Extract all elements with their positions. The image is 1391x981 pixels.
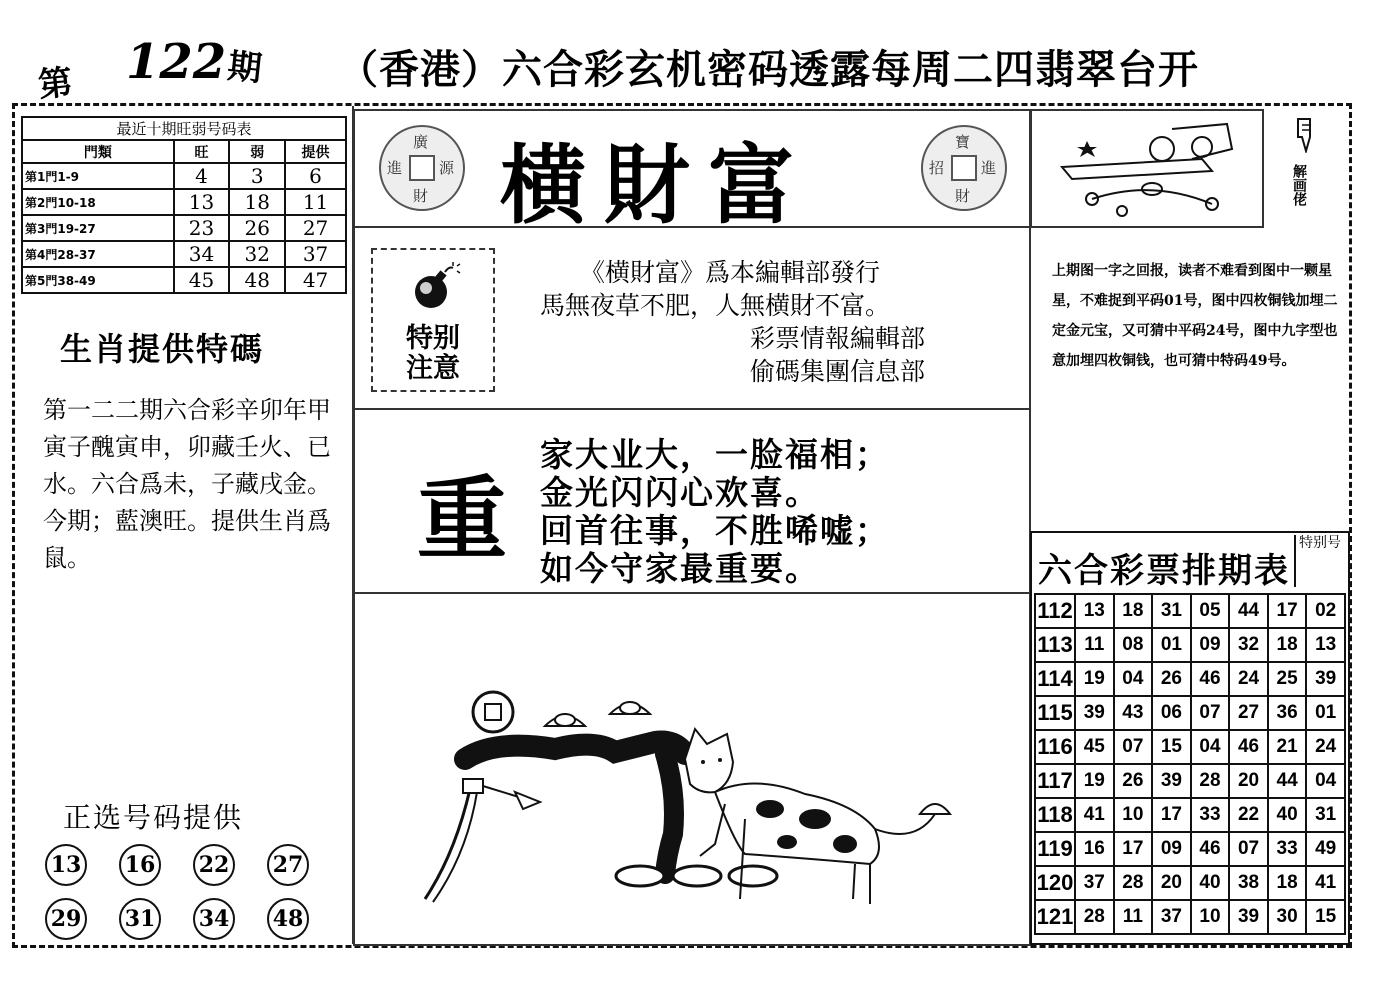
schedule-row [1035,900,1345,934]
draw-number: 37 [1152,900,1191,934]
coin-left-icon [379,125,465,211]
draw-number: 17 [1152,798,1191,832]
schedule-row [1035,798,1345,832]
page-title: （香港）六合彩玄机密码透露每周二四翡翠台开 [338,47,1199,93]
draw-number: 32 [1229,628,1268,662]
issue-prefix: 第 [36,62,75,106]
coin-char: 源 [439,159,455,177]
period-number: 119 [1035,832,1075,866]
provide-value: 11 [285,189,346,215]
period-number: 118 [1035,798,1075,832]
schedule-row [1035,628,1345,662]
cat-illustration [415,644,975,914]
period-number: 115 [1035,696,1075,730]
draw-number: 43 [1114,696,1153,730]
pick-number: 48 [267,898,309,940]
poem-line: 如今守家最重要。 [540,549,820,588]
zodiac-text: 第一二二期六合彩辛卯年甲寅子醜寅申，卯藏壬火、已水。六合爲未，子藏戌金。今期；藍澳旺。提供生肖爲鼠。 [43,396,331,572]
draw-number: 46 [1191,662,1230,696]
coin-char: 進 [981,159,997,177]
special-number: 13 [1306,628,1345,662]
schedule-row [1035,730,1345,764]
draw-number: 10 [1114,798,1153,832]
draw-number: 09 [1191,628,1230,662]
hint-box [1262,109,1342,224]
pick-number: 22 [193,844,235,886]
coin-right-icon [921,125,1007,211]
row-label: 第1門1-9 [22,163,174,189]
draw-number: 38 [1229,866,1268,900]
notice-line: 偷碼集團信息部 [750,357,926,386]
draw-number: 24 [1229,662,1268,696]
draw-number: 01 [1152,628,1191,662]
draw-number: 41 [1075,798,1114,832]
special-number: 04 [1306,764,1345,798]
provide-value: 47 [285,267,346,293]
notice-label-line: 注意 [406,353,460,384]
draw-number: 26 [1114,764,1153,798]
issue-number: 122 [126,34,227,90]
notice-line: 《横財富》爲本編輯部發行 [580,258,881,287]
coin-char: 寶 [955,133,971,151]
poem-line: 回首往事，不胜唏嘘； [540,511,890,550]
poem-line: 家大业大，一脸福相； [540,435,890,474]
draw-number: 08 [1114,628,1153,662]
provide-value: 27 [285,215,346,241]
notice-line: 馬無夜草不肥，人無横財不富。 [540,291,891,320]
table-header: 弱 [229,140,285,163]
notice-lines [540,256,925,388]
row-label: 第2門10-18 [22,189,174,215]
illustration-box [353,592,1031,946]
schedule-box [1030,531,1350,945]
poem-big-char: 重 [417,466,507,572]
period-number: 116 [1035,730,1075,764]
draw-number: 18 [1114,594,1153,628]
hot-value: 45 [174,267,230,293]
coin-char: 招 [929,159,945,177]
draw-number: 27 [1229,696,1268,730]
hint-label: 解画佬 [1291,164,1307,206]
draw-number: 11 [1114,900,1153,934]
special-number: 24 [1306,730,1345,764]
schedule-row [1035,764,1345,798]
table-row [22,267,346,293]
draw-number: 46 [1191,832,1230,866]
draw-number: 19 [1075,764,1114,798]
schedule-row [1035,594,1345,628]
pick-number: 29 [45,898,87,940]
draw-number: 37 [1075,866,1114,900]
pick-number: 27 [267,844,309,886]
special-number: 31 [1306,798,1345,832]
schedule-row [1035,662,1345,696]
hot-cold-table [21,116,347,294]
draw-number: 44 [1268,764,1307,798]
draw-number: 33 [1191,798,1230,832]
draw-number: 20 [1152,866,1191,900]
draw-number: 16 [1075,832,1114,866]
special-number: 15 [1306,900,1345,934]
special-number: 01 [1306,696,1345,730]
row-label: 第5門38-49 [22,267,174,293]
draw-number: 07 [1114,730,1153,764]
poem-lines [540,436,890,588]
draw-number: 10 [1191,900,1230,934]
draw-number: 07 [1229,832,1268,866]
table-header: 門類 [22,140,174,163]
poem-line: 金光闪闪心欢喜。 [540,473,820,512]
notice-badge [371,248,495,392]
draw-number: 13 [1075,594,1114,628]
draw-number: 33 [1268,832,1307,866]
draw-number: 21 [1268,730,1307,764]
schedule-row [1035,696,1345,730]
table-row [22,241,346,267]
period-number: 114 [1035,662,1075,696]
draw-number: 46 [1229,730,1268,764]
table-header: 提供 [285,140,346,163]
draw-number: 36 [1268,696,1307,730]
draw-number: 40 [1191,866,1230,900]
bomb-icon [409,260,461,312]
hot-value: 34 [174,241,230,267]
draw-number: 04 [1114,662,1153,696]
row-label: 第3門19-27 [22,215,174,241]
pick-number: 16 [119,844,161,886]
schedule-title: 六合彩票排期表 [1038,551,1290,591]
draw-number: 18 [1268,866,1307,900]
table-header: 旺 [174,140,230,163]
right-column [1030,106,1348,944]
cold-value: 3 [229,163,285,189]
provide-value: 6 [285,163,346,189]
coin-char: 財 [955,187,971,205]
pick-number: 13 [45,844,87,886]
draw-number: 31 [1152,594,1191,628]
draw-number: 40 [1268,798,1307,832]
notice-line: 彩票情報編輯部 [750,324,926,353]
schedule-row [1035,832,1345,866]
special-number: 49 [1306,832,1345,866]
draw-number: 09 [1152,832,1191,866]
title-row [36,28,1368,106]
period-number: 120 [1035,866,1075,900]
draw-number: 11 [1075,628,1114,662]
draw-number: 04 [1191,730,1230,764]
schedule-row [1035,866,1345,900]
pick-number: 34 [193,898,235,940]
banner-title: 横財富 [500,135,812,236]
table-row [22,163,346,189]
draw-number: 44 [1229,594,1268,628]
table-caption: 最近十期旺弱号码表 [22,117,346,140]
cold-value: 18 [229,189,285,215]
puzzle-illustration [1052,119,1242,219]
period-number: 112 [1035,594,1075,628]
left-column [15,106,354,944]
cold-value: 32 [229,241,285,267]
hot-value: 4 [174,163,230,189]
previous-puzzle-box [1030,109,1264,228]
draw-number: 05 [1191,594,1230,628]
issue-suffix: 期 [225,46,264,90]
draw-number: 28 [1075,900,1114,934]
draw-number: 19 [1075,662,1114,696]
draw-number: 17 [1114,832,1153,866]
hot-value: 13 [174,189,230,215]
coin-char: 財 [413,187,429,205]
draw-number: 30 [1268,900,1307,934]
period-number: 113 [1035,628,1075,662]
notice-label-line: 特别 [406,323,460,354]
table-row [22,189,346,215]
notice-box [353,226,1031,410]
draw-number: 06 [1152,696,1191,730]
row-label: 第4門28-37 [22,241,174,267]
draw-number: 28 [1191,764,1230,798]
draw-number: 18 [1268,628,1307,662]
draw-number: 39 [1152,764,1191,798]
draw-number: 15 [1152,730,1191,764]
draw-number: 26 [1152,662,1191,696]
pointing-hand-icon [1292,117,1316,153]
solution-text: 上期图一字之回报，读者不难看到图中一颗星星，不难捉到平码01号，图中四枚铜钱加埋二定金元宝，又可猜中平码24号，图中九字型也意加埋四枚铜钱，也可猜中特码49号。 [1052,263,1338,369]
banner [353,109,1031,236]
center-column [353,106,1029,944]
period-number: 121 [1035,900,1075,934]
pick-number: 31 [119,898,161,940]
draw-number: 28 [1114,866,1153,900]
schedule-table [1034,593,1346,935]
picks-title: 正选号码提供 [63,801,244,834]
special-number: 02 [1306,594,1345,628]
special-number: 41 [1306,866,1345,900]
draw-number: 25 [1268,662,1307,696]
notice-label [387,324,479,384]
table-row [22,215,346,241]
special-number-label: 特别号 [1294,535,1344,587]
coin-char: 進 [387,159,403,177]
hot-value: 23 [174,215,230,241]
draw-number: 20 [1229,764,1268,798]
poem-box [353,408,1031,594]
cold-value: 26 [229,215,285,241]
draw-number: 22 [1229,798,1268,832]
draw-number: 07 [1191,696,1230,730]
draw-number: 39 [1075,696,1114,730]
cold-value: 48 [229,267,285,293]
draw-number: 39 [1229,900,1268,934]
draw-number: 17 [1268,594,1307,628]
coin-char: 廣 [413,133,429,151]
special-number: 39 [1306,662,1345,696]
draw-number: 45 [1075,730,1114,764]
period-number: 117 [1035,764,1075,798]
provide-value: 37 [285,241,346,267]
zodiac-title: 生肖提供特碼 [60,330,265,368]
